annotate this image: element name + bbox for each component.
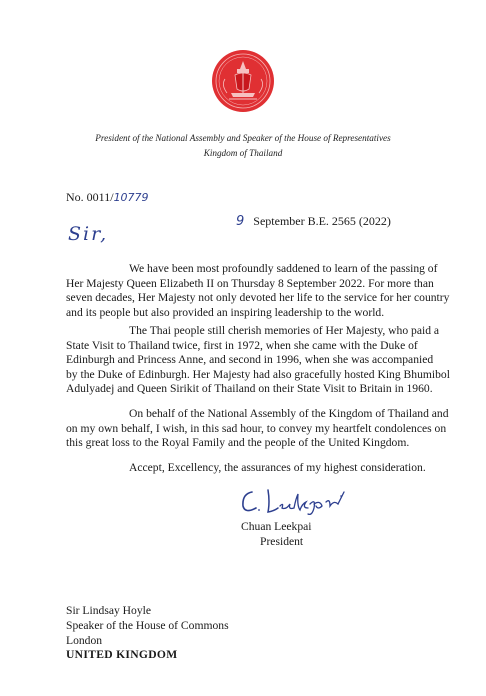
signatory-block: [241, 520, 312, 549]
body-line: The Thai people still cherish memories of Her Majesty, who paid a: [129, 324, 440, 337]
signatory-title: President: [260, 534, 304, 548]
national-assembly-seal-icon: [211, 49, 275, 113]
recipient-country: UNITED KINGDOM: [66, 648, 178, 662]
date-handwritten-day: 9: [236, 214, 245, 229]
body-line: Her Majesty Queen Elizabeth II on Thursday 8 September 2022. For more than: [66, 276, 434, 290]
body-line: this great loss to the Royal Family and the people of the United Kingdom.: [66, 436, 410, 450]
body-line: State Visit to Thailand twice, first in 1972, when she came with the Duke of: [66, 338, 418, 352]
handwritten-signature: [238, 484, 358, 518]
body-line: Accept, Excellency, the assurances of my highest consideration.: [129, 461, 426, 474]
recipient-position: Speaker of the House of Commons: [66, 618, 229, 632]
body-line: by the Duke of Edinburgh. Her Majesty had also gracefully hosted King Bhumibol: [66, 367, 450, 381]
date-text: September B.E. 2565 (2022): [253, 214, 391, 228]
closing-paragraph: [66, 461, 440, 476]
recipient-city: London: [66, 633, 103, 647]
letterhead-line-2: Kingdom of Thailand: [203, 148, 283, 158]
body-paragraph-1: [66, 262, 450, 320]
body-paragraph-2: [66, 324, 450, 397]
letterhead-line-1: President of the National Assembly and Speaker of the House of Representatives: [95, 133, 391, 143]
body-line: Adulyadej and Queen Sirikit of Thailand on their State Visit to Britain in 1960.: [66, 382, 433, 396]
body-line: seven decades, Her Majesty not only devoted her life to the service for her country: [66, 291, 450, 305]
body-line: and its people but also provided an inspiring leadership to the world.: [66, 305, 385, 319]
recipient-address: [66, 604, 229, 663]
body-line: We have been most profoundly saddened to learn of the passing of: [129, 262, 438, 275]
body-line: Edinburgh and Princess Anne, and second in 1996, when she was accompanied: [66, 353, 434, 367]
signatory-name: Chuan Leekpai: [241, 520, 312, 533]
body-paragraph-3: [66, 407, 449, 451]
body-line: on my own behalf, I wish, in this sad hour, to convey my heartfelt condolences on: [66, 421, 447, 435]
recipient-name: Sir Lindsay Hoyle: [66, 604, 152, 617]
reference-number: [66, 190, 149, 205]
reference-handwritten-number: 10779: [113, 191, 149, 204]
body-line: On behalf of the National Assembly of the Kingdom of Thailand and: [129, 407, 449, 420]
reference-prefix: No. 0011/: [66, 190, 114, 204]
letter-date: [236, 214, 391, 229]
salutation: Sir,: [68, 223, 109, 245]
